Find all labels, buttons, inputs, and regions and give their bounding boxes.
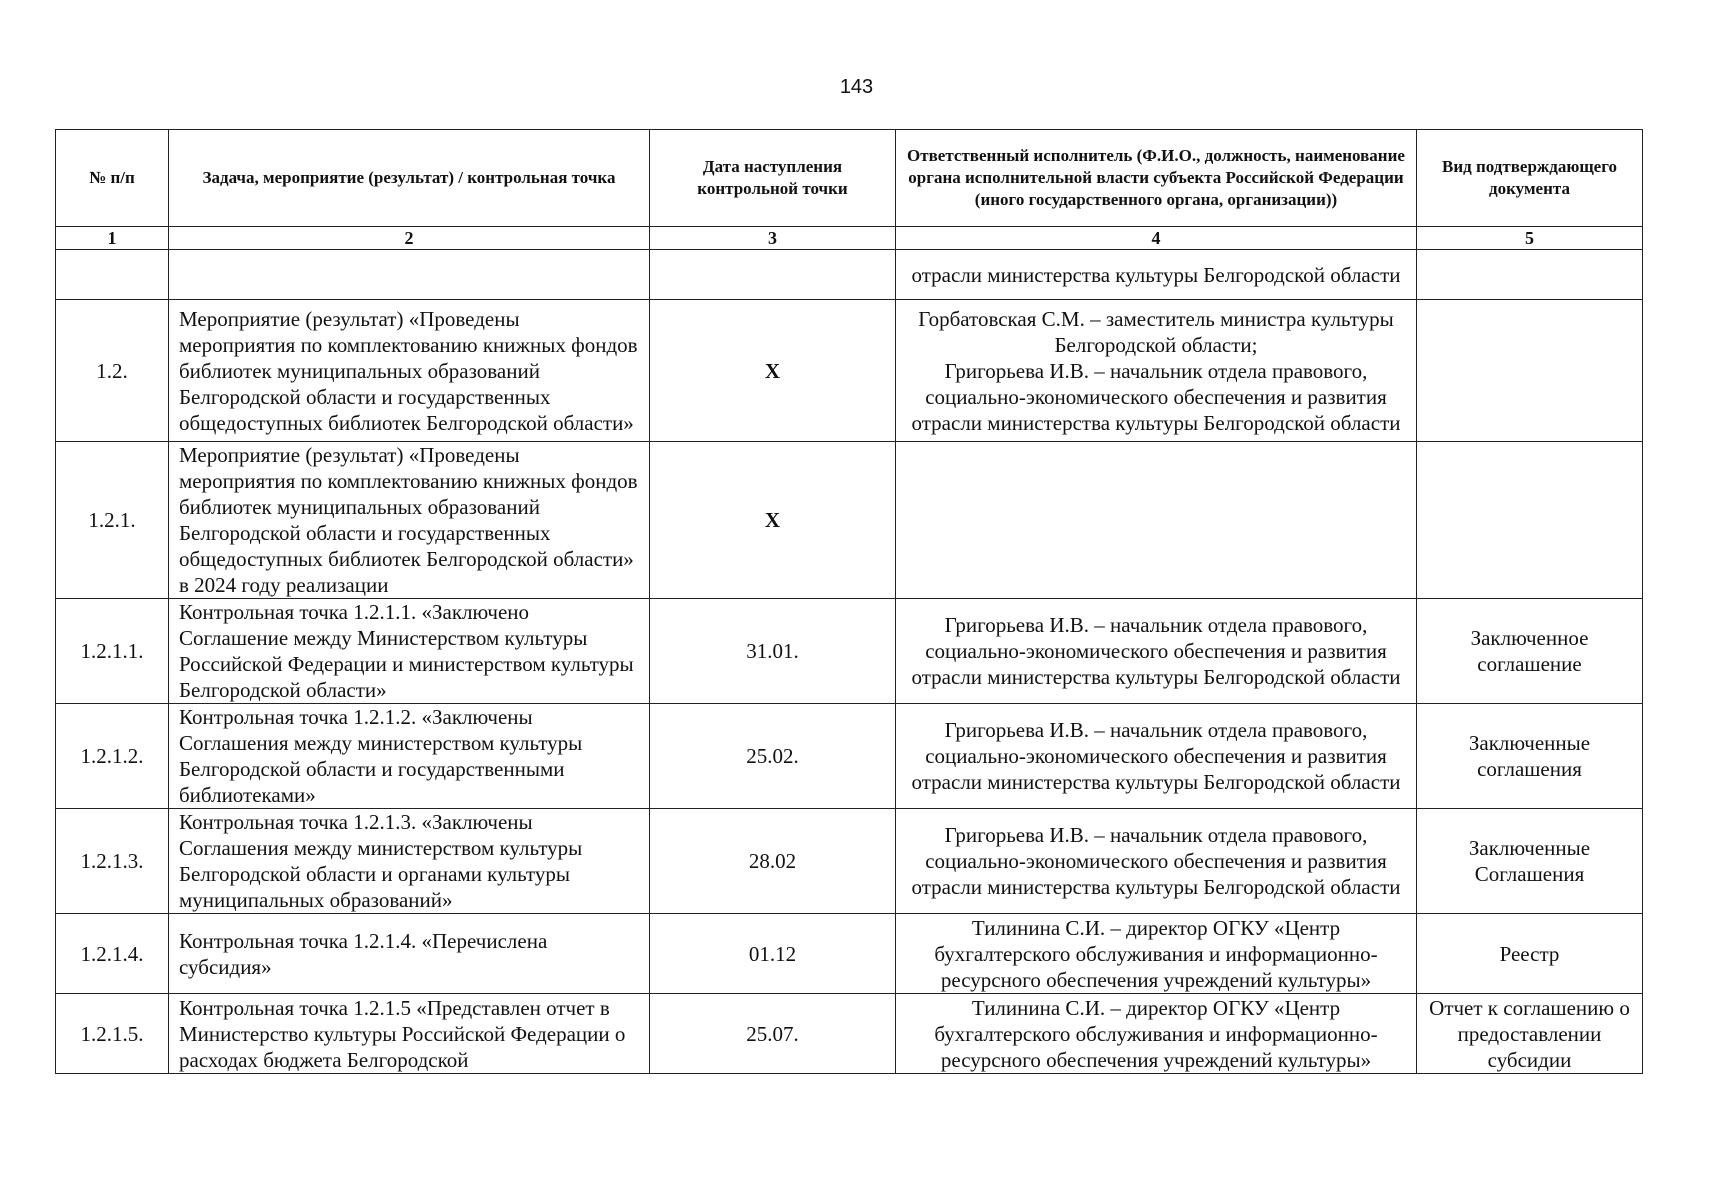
responsible-line: отрасли министерства культуры Белгородской области — [911, 262, 1401, 287]
header-task: Задача, мероприятие (результат) / контрольная точка — [169, 130, 650, 227]
row-date: Х — [650, 442, 896, 599]
row-number: 1.2.1.5. — [56, 994, 169, 1074]
row-task — [169, 250, 650, 300]
table-row — [56, 300, 1643, 442]
column-number-row — [56, 227, 1643, 250]
row-date: 28.02 — [650, 809, 896, 914]
row-responsible — [896, 809, 1417, 914]
row-task: Контрольная точка 1.2.1.2. «Заключены Соглашения между министерством культуры Белгородской области и государственными библиотеками» — [169, 704, 650, 809]
header-num: № п/п — [56, 130, 169, 227]
row-responsible — [896, 994, 1417, 1074]
row-document — [1417, 442, 1643, 599]
table-row — [56, 704, 1643, 809]
row-date: 31.01. — [650, 599, 896, 704]
responsible-line: Григорьева И.В. – начальник отдела правового, социально-экономического обеспечения и развития отрасли министерства культуры Белгородской области — [911, 613, 1401, 689]
row-responsible — [896, 300, 1417, 442]
row-document — [1417, 250, 1643, 300]
row-document: Заключенное соглашение — [1417, 599, 1643, 704]
column-number: 5 — [1417, 227, 1643, 250]
row-responsible — [896, 442, 1417, 599]
row-task: Мероприятие (результат) «Проведены мероприятия по комплектованию книжных фондов библиотек муниципальных образований Белгородской области и государственных общедоступных библиотек Белгородской области» в 2024 году реализации — [169, 442, 650, 599]
row-document — [1417, 300, 1643, 442]
table-row — [56, 599, 1643, 704]
row-number: 1.2.1.4. — [56, 914, 169, 994]
table-row — [56, 994, 1643, 1074]
row-task: Контрольная точка 1.2.1.1. «Заключено Соглашение между Министерством культуры Российской Федерации и министерством культуры Белгородской области» — [169, 599, 650, 704]
row-document: Заключенные соглашения — [1417, 704, 1643, 809]
page-number: 143 — [839, 76, 874, 98]
row-responsible — [896, 704, 1417, 809]
responsible-line: Тилинина С.И. – директор ОГКУ «Центр бухгалтерского обслуживания и информационно-ресурсного обеспечения учреждений культуры» — [934, 915, 1378, 992]
row-number: 1.2. — [56, 300, 169, 442]
column-number: 2 — [169, 227, 650, 250]
row-number: 1.2.1. — [56, 442, 169, 599]
column-number: 3 — [650, 227, 896, 250]
header-document: Вид подтверждающего документа — [1417, 130, 1643, 227]
row-document: Заключенные Соглашения — [1417, 809, 1643, 914]
responsible-line: Горбатовская С.М. – заместитель министра культуры Белгородской области; — [918, 306, 1394, 357]
row-task: Контрольная точка 1.2.1.4. «Перечислена субсидия» — [169, 914, 650, 994]
table-row — [56, 809, 1643, 914]
responsible-line: Тилинина С.И. – директор ОГКУ «Центр бухгалтерского обслуживания и информационно-ресурсного обеспечения учреждений культуры» — [934, 995, 1378, 1072]
header-date: Дата наступления контрольной точки — [650, 130, 896, 227]
control-points-table — [55, 129, 1643, 1074]
responsible-line: Григорьева И.В. – начальник отдела правового, социально-экономического обеспечения и развития отрасли министерства культуры Белгородской области — [911, 823, 1401, 899]
table-row — [56, 442, 1643, 599]
row-number: 1.2.1.3. — [56, 809, 169, 914]
row-document: Отчет к соглашению о предоставлении субсидии — [1417, 994, 1643, 1074]
row-date: 25.02. — [650, 704, 896, 809]
responsible-line: Григорьева И.В. – начальник отдела правового, социально-экономического обеспечения и развития отрасли министерства культуры Белгородской области — [911, 358, 1401, 435]
row-date: Х — [650, 300, 896, 442]
table-row — [56, 914, 1643, 994]
row-number — [56, 250, 169, 300]
responsible-line: Григорьева И.В. – начальник отдела правового, социально-экономического обеспечения и развития отрасли министерства культуры Белгородской области — [911, 718, 1401, 794]
row-date — [650, 250, 896, 300]
row-responsible — [896, 914, 1417, 994]
row-responsible — [896, 250, 1417, 300]
row-number: 1.2.1.2. — [56, 704, 169, 809]
row-task: Мероприятие (результат) «Проведены мероприятия по комплектованию книжных фондов библиотек муниципальных образований Белгородской области и государственных общедоступных библиотек Белгородской области» — [169, 300, 650, 442]
column-number: 4 — [896, 227, 1417, 250]
row-date: 25.07. — [650, 994, 896, 1074]
header-responsible: Ответственный исполнитель (Ф.И.О., должность, наименование органа исполнительной власти субъекта Российской Федерации (иного государственного органа, организации)) — [896, 130, 1417, 227]
row-task: Контрольная точка 1.2.1.5 «Представлен отчет в Министерство культуры Российской Федерации о расходах бюджета Белгородской — [169, 994, 650, 1074]
column-number: 1 — [56, 227, 169, 250]
row-task: Контрольная точка 1.2.1.3. «Заключены Соглашения между министерством культуры Белгородской области и органами культуры муниципальных образований» — [169, 809, 650, 914]
row-date: 01.12 — [650, 914, 896, 994]
row-responsible — [896, 599, 1417, 704]
row-number: 1.2.1.1. — [56, 599, 169, 704]
table-row — [56, 250, 1643, 300]
header-row — [56, 130, 1643, 227]
row-document: Реестр — [1417, 914, 1643, 994]
